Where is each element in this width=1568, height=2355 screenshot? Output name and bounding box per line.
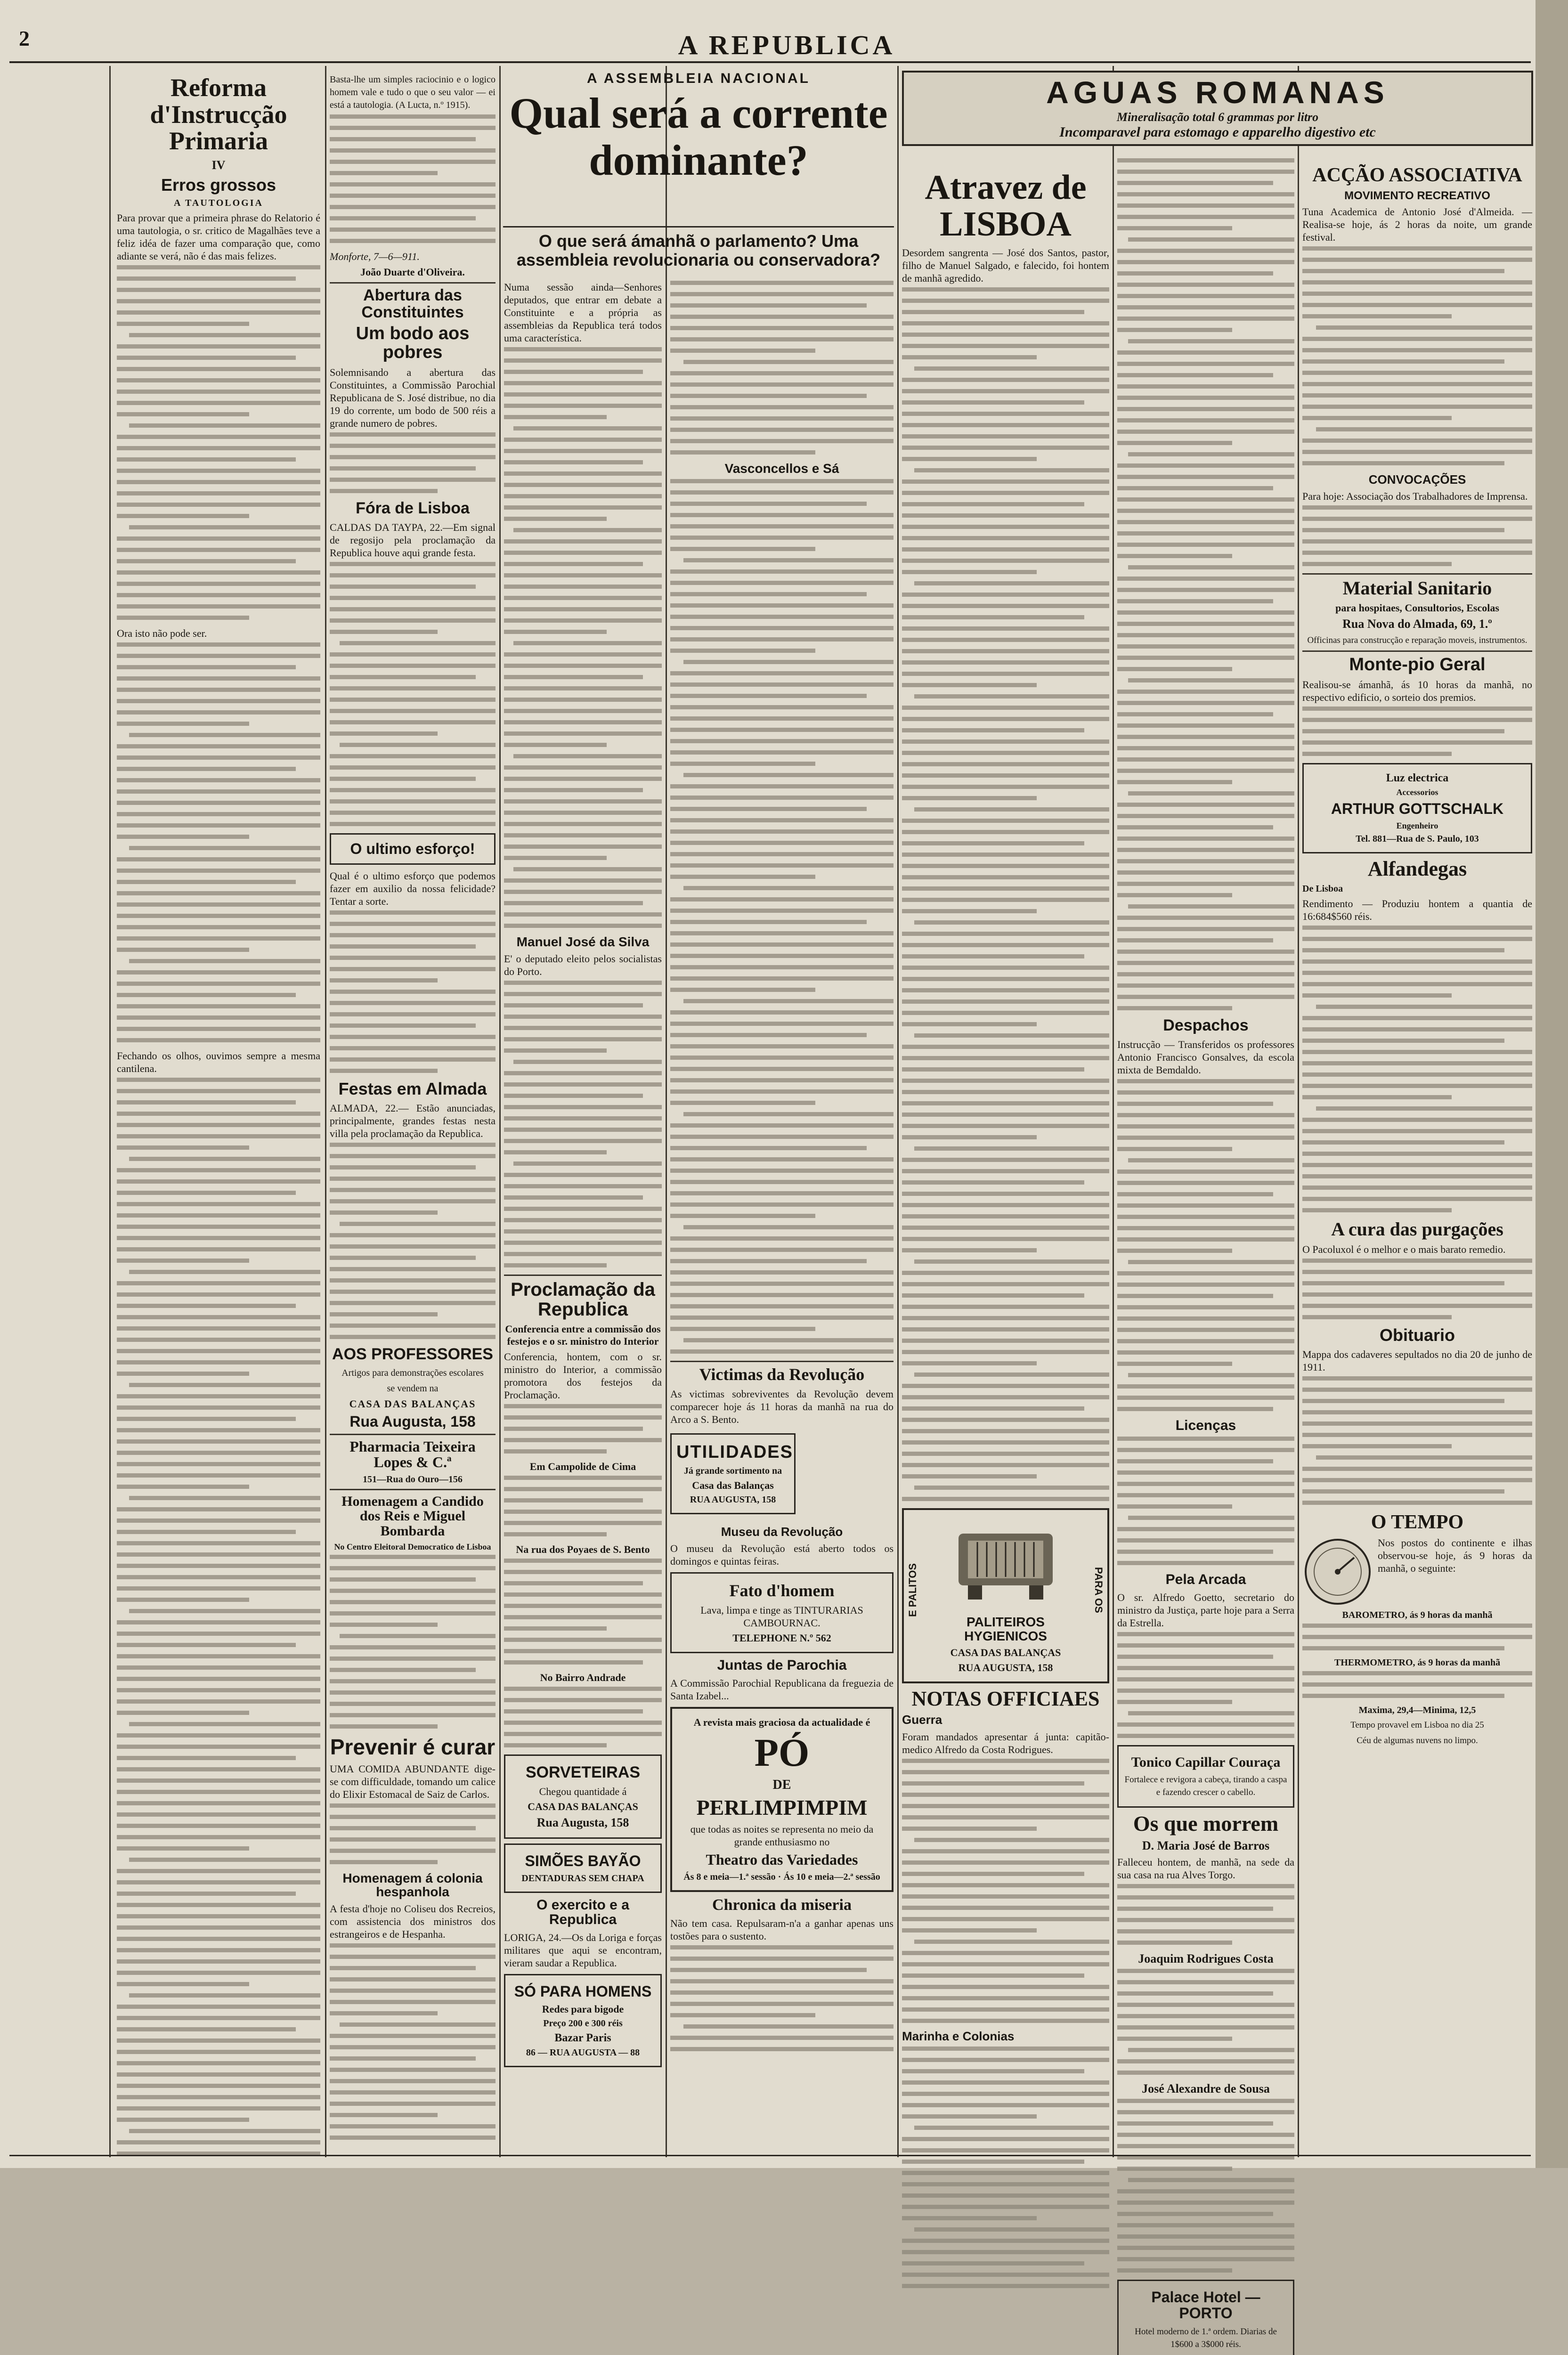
text-block (1302, 246, 1532, 465)
headline-victimas: Victimas da Revolução (699, 1365, 865, 1384)
headline-convocacoes: CONVOCAÇÕES (1368, 472, 1466, 487)
paragraph: Realisou-se ámanhã, ás 10 horas da manhã, no respectivo edificio, o sorteio dos premios. (1302, 678, 1532, 703)
text-block (1117, 1079, 1294, 1411)
section-rule (670, 1361, 894, 1362)
paragraph: E' o deputado eleito pelos socialistas do Porto. (504, 953, 662, 978)
utilidades-subtitle: Já grande sortimento na (683, 1466, 782, 1477)
headline-os-que-morrem: Os que morrem (1133, 1811, 1279, 1836)
sorveteiras-shop: CASA DAS BALANÇAS (528, 1801, 638, 1813)
headline-question: O que será ámanhã o parlamento? Uma assembleia revolucionaria ou conservadora? (516, 231, 881, 269)
perlim-po: PÓ (754, 1730, 810, 1775)
headline-vasconcellos: Vasconcellos e Sá (724, 461, 839, 476)
shop-address: Rua Augusta, 158 (349, 1413, 476, 1430)
palace-text: Hotel moderno de 1.ª ordem. Diarias de 1$600 a 3$000 réis. (1135, 2326, 1277, 2349)
paragraph: UMA COMIDA ABUNDANTE dige-se com difficuldade, tomando um calice do Elixir Estomacal de Saiz de Carlos. (330, 1762, 496, 1800)
headline-juntas: Juntas de Parochia (717, 1657, 847, 1673)
obituary-name-1: D. Maria José de Barros (1142, 1839, 1270, 1853)
text-block (1302, 1259, 1532, 1319)
headline-material: Material Sanitario (1342, 577, 1492, 599)
headline-professores: AOS PROFESSORES (332, 1345, 493, 1364)
text-block (902, 1759, 1109, 2023)
perlim-intro: A revista mais graciosa da actualidade é (693, 1716, 870, 1728)
palace-title: Palace Hotel — PORTO (1151, 2289, 1260, 2322)
homens-address: 86 — RUA AUGUSTA — 88 (526, 2047, 640, 2058)
paragraph: Desordem sangrenta — José dos Santos, pastor, filho de Manuel Salgado, e falecido, foi hontem de manhã agredido. (902, 247, 1109, 284)
headline-colonia: Homenagem á colonia hespanhola (342, 1870, 483, 1899)
text-block (330, 562, 496, 826)
article-lead: Para provar que a primeira phrase do Relatorio é uma tautologia, o sr. critico de Magalhães teve a feliz idéa de fazer uma comparação que, como adiante se verá, não é das mais felizes. (117, 212, 320, 262)
barometer-dial-icon (1302, 1536, 1373, 1607)
headline-museu: Museu da Revolução (721, 1525, 843, 1539)
column-rule (666, 66, 667, 2157)
ad-homens (504, 1974, 662, 2068)
text-block (117, 642, 320, 1042)
sorveteiras-address: Rua Augusta, 158 (536, 1816, 629, 1830)
obituary-name-2: Joaquim Rodrigues Costa (1138, 1952, 1274, 1966)
text-block (902, 2046, 1109, 2288)
text-block (1302, 706, 1532, 756)
aguas-title: AGUAS ROMANAS (1046, 75, 1389, 110)
homenagem-organiser: No Centro Eleitoral Democratico de Lisboa (334, 1542, 491, 1552)
text-block (670, 1945, 894, 2051)
text-block (330, 1143, 496, 1339)
ad-paliteiros (902, 1508, 1109, 1683)
ad-pharmacia-address: 151—Rua do Ouro—156 (363, 1474, 463, 1485)
text-block (330, 1943, 496, 2140)
headline-campolide: Em Campolide de Cima (529, 1461, 636, 1473)
headline-manuel: Manuel José da Silva (516, 934, 650, 949)
ad-tonico (1117, 1745, 1294, 1808)
fato-phone: TELEPHONE N.º 562 (732, 1632, 831, 1644)
paragraph: Numa sessão ainda—Senhores deputados, que entrar em debate a Constituinte e a própria as assembleias da Republica terá todos uma característica. (504, 281, 662, 344)
paragraph: A festa d'hoje no Coliseu dos Recreios, com assistencia dos ministros dos estrangeiros e de Hespanha. (330, 1903, 496, 1941)
headline-arcada: Pela Arcada (1165, 1572, 1246, 1588)
headline-guerra: Guerra (902, 1713, 942, 1727)
paragraph: ALMADA, 22.— Estão anunciadas, principalmente, grandes festas nesta villa pela proclamação da Republica. (330, 1102, 496, 1140)
text-block (330, 1555, 496, 1729)
column-rule (325, 66, 326, 2157)
section-rule (330, 1434, 496, 1435)
text-block (1117, 1884, 1294, 1945)
page-number: 2 (19, 26, 30, 50)
text-block (1117, 2099, 1294, 2273)
paragraph: Solemnisando a abertura das Constituintes, a Commissão Parochial Republicana de S. José distribue, no dia 19 do corrente, um bodo de 500 réis a grande numero de pobres. (330, 366, 496, 430)
signature-date: Monforte, 7—6—911. (330, 251, 420, 262)
paliteiros-side-left: E PALITOS (907, 1563, 918, 1617)
ad-sorveteiras (504, 1754, 662, 1839)
column-abertura (330, 71, 496, 2152)
paragraph: Falleceu hontem, de manhã, na sede da sua casa na rua Alves Torgo. (1117, 1856, 1294, 1881)
paragraph: Instrucção — Transferidos os professores Antonio Francisco Gonsalves, da escola mixta de Bemdaldo. (1117, 1038, 1294, 1076)
section-rule (503, 226, 894, 227)
headline-homenagem: Homenagem a Candido dos Reis e Miguel Bombarda (341, 1493, 484, 1539)
homens-title: SÓ PARA HOMENS (514, 1982, 652, 2000)
headline-licencas: Licenças (1175, 1417, 1236, 1433)
paliteiros-title: PALITEIROS HYGIENICOS (964, 1615, 1047, 1643)
headline-accao: ACÇÃO ASSOCIATIVA (1312, 164, 1522, 186)
ad-palace-hotel (1117, 2280, 1294, 2355)
headline-corrente: Qual será a corrente dominante? (509, 89, 888, 184)
luz-name: ARTHUR GOTTSCHALK (1331, 800, 1504, 817)
tonico-text: Fortalece e revigora a cabeça, tirando a caspa e fazendo crescer o cabello. (1124, 1775, 1287, 1798)
proclamacao-subtitle: Conferencia entre a commissão dos festejos e o sr. ministro do Interior (505, 1323, 661, 1348)
column-assembleia (504, 278, 662, 2152)
thermometro-title: THERMOMETRO, ás 9 horas da manhã (1334, 1657, 1501, 1668)
alfandegas-subtitle: De Lisboa (1302, 883, 1343, 894)
text-block (1302, 1624, 1532, 1650)
obituary-name-3: José Alexandre de Sousa (1142, 2082, 1270, 2096)
homens-subtitle: Redes para bigode (542, 2003, 624, 2015)
text-block (504, 1687, 662, 1747)
perlim-subtitle: que todas as noites se representa no meio da grande enthusiasmo no (690, 1823, 874, 1848)
tempo-footer: Tempo provavel em Lisboa no dia 25 (1350, 1720, 1484, 1730)
headline-exercito: O exercito e a Republica (536, 1897, 629, 1928)
ad-pharmacia: Pharmacia Teixeira Lopes & C.ª (349, 1437, 476, 1471)
text-block (670, 479, 894, 1354)
text-block (117, 265, 320, 620)
section-rule (330, 1489, 496, 1490)
subhead-erros: Erros grossos (161, 175, 276, 195)
headline-poyaes: Na rua dos Poyaes de S. Bento (516, 1543, 650, 1556)
text-block (1302, 926, 1532, 1212)
paragraph: Qual é o ultimo esforço que podemos fazer em auxilio da nossa felicidade? Tentar a sorte. (330, 870, 496, 908)
sorveteiras-title: SORVETEIRAS (525, 1763, 641, 1782)
maxima-minima: Maxima, 29,4—Minima, 12,5 (1358, 1705, 1476, 1715)
text-block (1302, 1671, 1532, 1698)
text-block (1117, 1632, 1294, 1738)
text-block (1117, 1969, 1294, 2075)
simoes-text: DENTADURAS SEM CHAPA (521, 1873, 644, 1884)
headline-prevenir: Prevenir é curar (330, 1735, 496, 1760)
paragraph: Foram mandados apresentar á junta: capitão-medico Alfredo da Costa Rodrigues. (902, 1730, 1109, 1755)
text-block (117, 1078, 320, 2156)
text-block (1302, 1376, 1532, 1505)
text-block (504, 1404, 662, 1454)
paragraph: As victimas sobreviventes da Revolução devem comparecer hoje ás 11 horas da manhã na rua do Arco a S. Bento. (670, 1388, 894, 1426)
paliteiros-address: RUA AUGUSTA, 158 (958, 1662, 1053, 1674)
headline-fora-de-lisboa: Fóra de Lisboa (356, 499, 470, 518)
signature-name: João Duarte d'Oliveira. (360, 266, 465, 278)
shop-name: CASA DAS BALANÇAS (349, 1397, 476, 1410)
luz-title: Luz electrica (1386, 771, 1449, 784)
column-reforma (117, 71, 320, 2152)
luz-role: Engenheiro (1396, 820, 1438, 830)
section-rule (504, 1275, 662, 1276)
headline-reforma: Reforma d'Instrucção Primaria (150, 73, 287, 155)
paragraph: Tuna Academica de Antonio José d'Almeida. — Realisa-se hoje, ás 2 horas da noite, um grande festival. (1302, 206, 1532, 244)
paragraph: Não tem casa. Repulsaram-n'a a ganhar apenas uns tostões para o sustento. (670, 1917, 894, 1942)
text-block (670, 281, 894, 455)
text-block (504, 1476, 662, 1536)
paliteiros-shop: CASA DAS BALANÇAS (950, 1647, 1061, 1659)
paragraph: O museu da Revolução está aberto todos os domingos e quintas feiras. (670, 1543, 894, 1567)
material-subtitle: para hospitaes, Consultorios, Escolas (1335, 602, 1499, 614)
section-tautologia: A TAUTOLOGIA (174, 198, 263, 209)
paragraph: LORIGA, 24.—Os da Loriga e forças militares que aqui se encontram, vieram saudar a Republica. (504, 1931, 662, 1969)
headline-tempo: O TEMPO (1371, 1511, 1464, 1533)
ad-fato (670, 1572, 894, 1653)
headline-proclamacao: Proclamação da Republica (511, 1279, 655, 1320)
headline-notas-officiaes: NOTAS OFFICIAES (911, 1687, 1100, 1711)
text-block (330, 114, 496, 243)
column-rule (897, 66, 899, 2157)
masthead-rule (9, 61, 1531, 63)
headline-despachos: Despachos (1163, 1016, 1249, 1034)
kicker-assembleia: A ASSEMBLEIA NACIONAL (587, 71, 810, 86)
barometro-title: BAROMETRO, ás 9 horas da manhã (1342, 1609, 1493, 1620)
text-block (902, 287, 1109, 1501)
professores-subtitle: Artigos para demonstrações escolares (341, 1367, 484, 1378)
material-text: Officinas para construcção e reparação moveis, instrumentos. (1307, 635, 1527, 646)
roman-numeral: IV (211, 158, 226, 172)
aguas-line-1: Mineralisação total 6 grammas por litro (1116, 110, 1319, 124)
column-accao-associativa (1302, 155, 1532, 2152)
headline-atravez: Atravez de LISBOA (925, 168, 1087, 244)
toothpick-holder-illustration (940, 1515, 1072, 1609)
ad-simoes (504, 1843, 662, 1893)
newspaper-title: A REPUBLICA (678, 30, 895, 60)
utilidades-title: UTILIDADES (676, 1442, 793, 1462)
tonico-title: Tonico Capillar Couraça (1131, 1754, 1281, 1770)
weather-box (1302, 1536, 1532, 1607)
text-block (504, 1559, 662, 1665)
text-block (330, 910, 496, 1073)
perlim-de: DE (772, 1777, 791, 1792)
headline-marinha: Marinha e Colonias (902, 2029, 1015, 2043)
headline-andrade: No Bairro Andrade (540, 1672, 626, 1684)
ad-aguas-romanas (902, 71, 1533, 146)
headline-bodo: Um bodo aos pobres (356, 324, 470, 363)
paragraph: O sr. Alfredo Goetto, secretario do ministro da Justiça, parte hoje para a Serra da Estrella. (1117, 1591, 1294, 1629)
homens-price: Preço 200 e 300 réis (543, 2018, 623, 2029)
paragraph: Rendimento — Produziu hontem a quantia de 16:684$560 réis. (1302, 897, 1532, 922)
luz-address: Tel. 881—Rua de S. Paulo, 103 (1356, 833, 1479, 844)
headline-festas: Festas em Almada (338, 1079, 487, 1099)
paragraph: Ora isto não pode ser. (117, 627, 207, 640)
paragraph: Fechando os olhos, ouvimos sempre a mesma cantilena. (117, 1050, 320, 1075)
headline-chronica: Chronica da miseria (712, 1896, 852, 1914)
accao-subtitle: MOVIMENTO RECREATIVO (1344, 189, 1490, 203)
simoes-title: SIMÕES BAYÃO (525, 1852, 641, 1870)
homens-shop: Bazar Paris (554, 2032, 611, 2045)
adjacent-page-edge (1536, 0, 1568, 2168)
paragraph: A Commissão Parochial Republicana da freguezia de Santa Izabel... (670, 1677, 894, 1702)
paragraph: O Pacoluxol é o melhor e o mais barato remedio. (1302, 1243, 1506, 1255)
text-block (1117, 158, 1294, 1010)
paragraph: Mappa dos cadaveres sepultados no dia 20 de junho de 1911. (1302, 1348, 1532, 1373)
ad-perlimpimpim (670, 1707, 894, 1892)
paragraph: Para hoje: Associação dos Trabalhadores de Imprensa. (1302, 490, 1528, 503)
bottom-rule (9, 2155, 1531, 2156)
text-block (1117, 1437, 1294, 1565)
column-despachos (1117, 155, 1294, 2349)
headline-montepio: Monte-pio Geral (1349, 655, 1486, 675)
tempo-footer-2: Céu de algumas nuvens no limpo. (1357, 1735, 1478, 1746)
text-block (1302, 505, 1532, 566)
professores-line: se vendem na (387, 1383, 439, 1394)
fato-text: Lava, limpa e tinge as TINTURARIAS CAMBOURNAC. (700, 1604, 863, 1629)
column-victimas (670, 278, 894, 2152)
paragraph: Conferencia, hontem, com o sr. ministro do Interior, a commissão promotora dos festejos da Proclamação. (504, 1351, 662, 1401)
headline-alfandegas: Alfandegas (1367, 857, 1467, 880)
material-address: Rua Nova do Almada, 69, 1.º (1342, 617, 1492, 631)
column-atravez-de-lisboa (902, 155, 1109, 2152)
paragraph: CALDAS DA TAYPA, 22.—Em signal de regosijo pela proclamação da Republica houve aqui grande festa. (330, 521, 496, 559)
fato-title: Fato d'homem (729, 1581, 835, 1600)
column-rule (1113, 66, 1114, 2157)
perlim-title: PERLIMPIMPIM (696, 1795, 868, 1819)
ad-utilidades (670, 1433, 796, 1514)
masthead (0, 0, 1568, 66)
paragraph: Nos postos do continente e ilhas observou-se hoje, ás 9 horas da manhã, o seguinte: (1378, 1536, 1532, 1574)
paliteiros-side-right: PARA OS (1093, 1567, 1105, 1614)
section-rule (330, 282, 496, 284)
utilidades-address: RUA AUGUSTA, 158 (690, 1494, 776, 1505)
perlim-theatro: Theatro das Variedades (706, 1851, 858, 1868)
perlim-times: Ás 8 e meia—1.ª sessão · Ás 10 e meia—2.ª sessão (683, 1871, 880, 1882)
paragraph: Basta-lhe um simples raciocinio e o logico homem vale e tudo o que o seu valor — ei está a tautologia. (A Lucta, n.º 1915). (330, 74, 496, 110)
section-rule (1302, 573, 1532, 575)
column-rule (109, 66, 111, 2157)
text-block (330, 1803, 496, 1864)
ad-luz-electrica (1302, 763, 1532, 853)
headline-abertura: Abertura das Constituintes (361, 286, 464, 321)
text-block (330, 432, 496, 493)
aguas-line-2: Incomparavel para estomago e apparelho digestivo etc (1059, 124, 1376, 140)
sorveteiras-line: Chegou quantidade á (539, 1786, 627, 1798)
text-block (504, 981, 662, 1267)
column-rule (499, 66, 501, 2157)
banner-assembleia (503, 71, 894, 226)
headline-purgacoes: A cura das purgações (1331, 1218, 1503, 1240)
luz-subtitle: Accessorios (1396, 787, 1438, 797)
headline-esforco: O ultimo esforço! (350, 840, 475, 857)
section-rule (1302, 650, 1532, 652)
text-block (504, 347, 662, 928)
esforco-box (330, 833, 496, 865)
headline-obituario: Obituario (1380, 1325, 1455, 1345)
utilidades-shop: Casa das Balanças (692, 1479, 774, 1492)
column-rule (1298, 66, 1299, 2157)
